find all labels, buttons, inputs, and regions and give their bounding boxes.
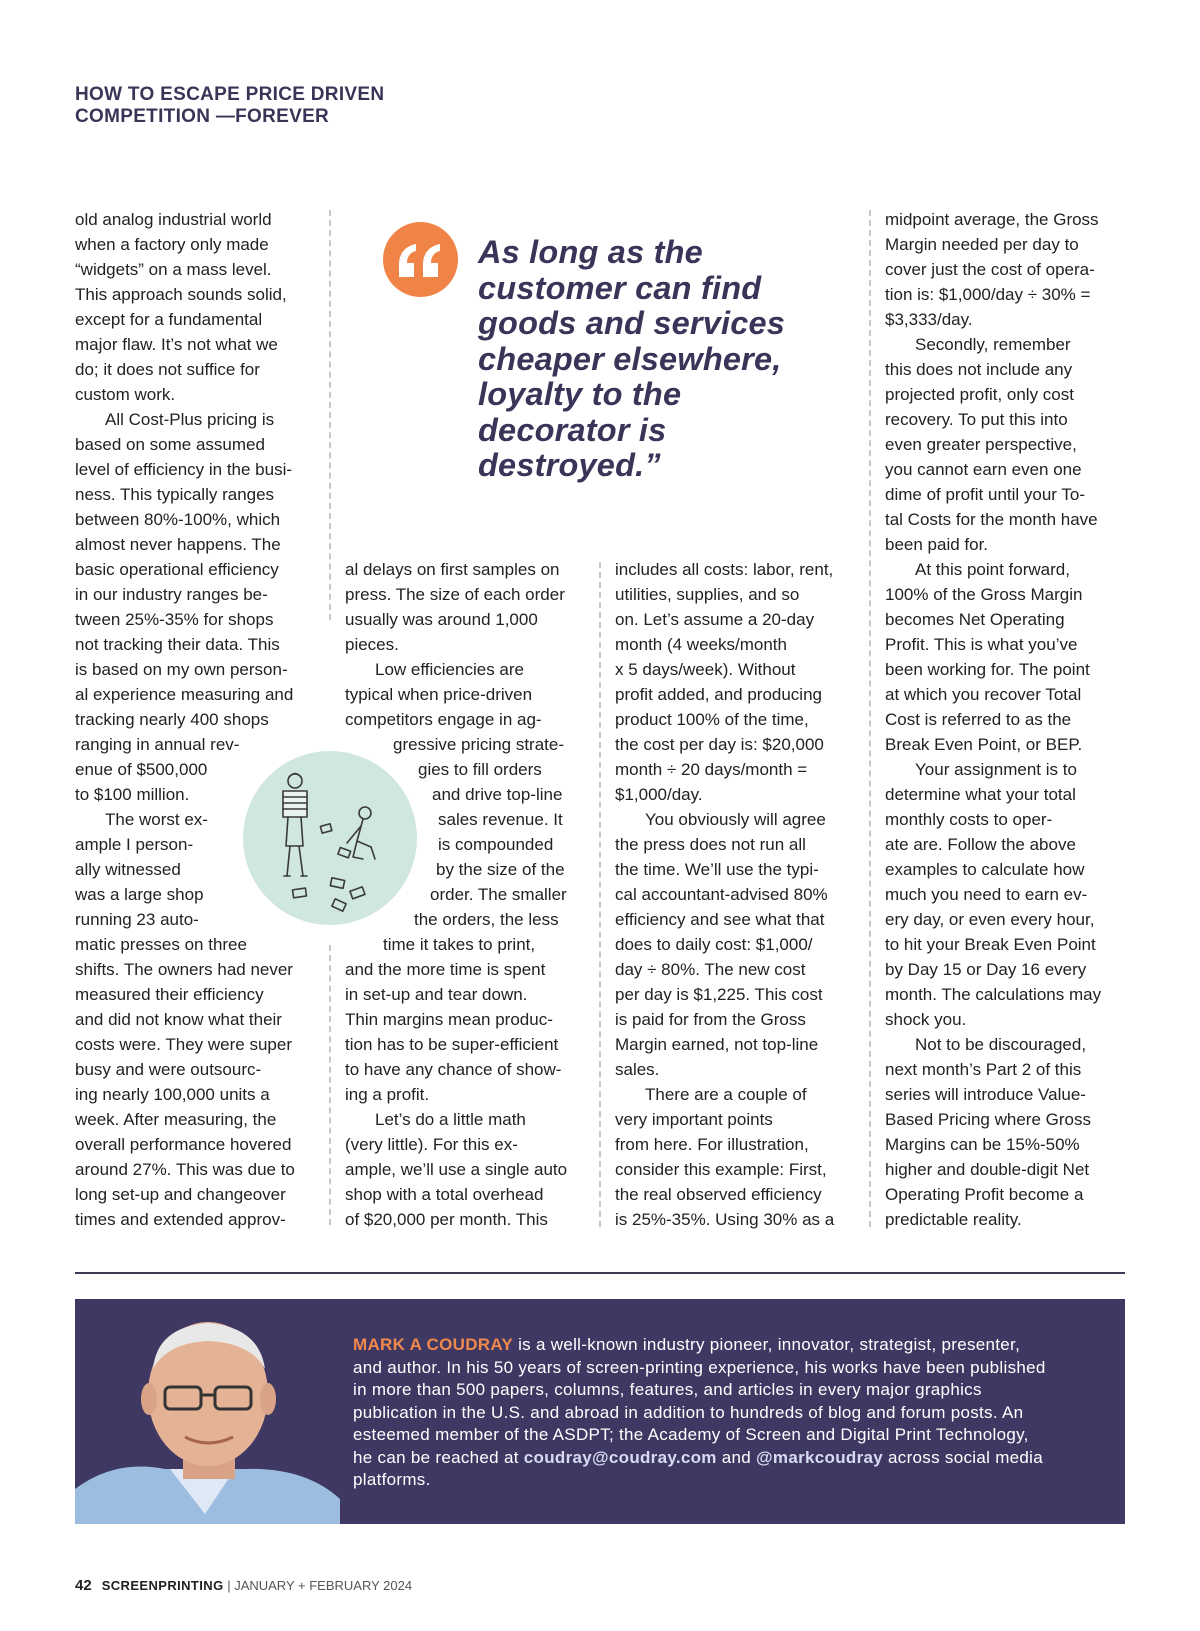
- text-line: ing a profit.: [345, 1085, 430, 1104]
- text-line: tion has to be super-efficient: [345, 1035, 559, 1054]
- text-line: includes all costs: labor, rent,: [615, 560, 834, 579]
- text-line: Margins can be 15%-50%: [885, 1135, 1080, 1154]
- text-line: been working for. The point: [885, 660, 1090, 679]
- article-header: [75, 84, 384, 128]
- text-line: measured their efficiency: [75, 985, 264, 1004]
- text-line: (very little). For this ex-: [345, 1135, 518, 1154]
- issue-date: JANUARY + FEBRUARY 2024: [234, 1578, 413, 1593]
- text-line: cover just the cost of opera-: [885, 260, 1095, 279]
- pull-quote-line: cheaper elsewhere,: [478, 340, 782, 377]
- text-line: 100% of the Gross Margin: [885, 585, 1083, 604]
- text-line: in our industry ranges be-: [75, 585, 268, 604]
- text-line: efficiency and see what that: [615, 910, 825, 929]
- text-line: predictable reality.: [885, 1210, 1022, 1229]
- text-line: becomes Net Operating: [885, 610, 1065, 629]
- text-line: old analog industrial world: [75, 210, 272, 229]
- bio-closing: across social media platforms.: [353, 1447, 1044, 1489]
- text-line: Profit. This is what you’ve: [885, 635, 1078, 654]
- text-line: you cannot earn even one: [885, 460, 1082, 479]
- author-bio-box: [75, 1299, 1125, 1524]
- text-line: enue of $500,000: [75, 760, 208, 779]
- text-line: determine what your total: [885, 785, 1076, 804]
- text-line: There are a couple of: [645, 1085, 807, 1104]
- text-line: at which you recover Total: [885, 685, 1082, 704]
- text-line: Low efficiencies are: [375, 660, 524, 679]
- text-line: from here. For illustration,: [615, 1135, 809, 1154]
- text-line: shifts. The owners had never: [75, 960, 293, 979]
- text-line: profit added, and producing: [615, 685, 822, 704]
- text-line: x 5 days/week). Without: [615, 660, 796, 679]
- text-line: between 80%-100%, which: [75, 510, 281, 529]
- text-line: gies to fill orders: [418, 760, 542, 779]
- text-line: Secondly, remember: [915, 335, 1071, 354]
- text-line: al experience measuring and: [75, 685, 294, 704]
- text-line: tion is: $1,000/day ÷ 30% =: [885, 285, 1091, 304]
- text-line: competitors engage in ag-: [345, 710, 542, 729]
- pull-quote-line: decorator is: [478, 411, 667, 448]
- text-line: when a factory only made: [75, 235, 269, 254]
- text-line: day ÷ 80%. The new cost: [615, 960, 806, 979]
- pull-quote-line: destroyed.”: [478, 447, 661, 483]
- text-line: month. The calculations may: [885, 985, 1102, 1004]
- text-line: of $20,000 per month. This: [345, 1210, 548, 1229]
- text-line: The worst ex-: [105, 810, 208, 829]
- text-line: product 100% of the time,: [615, 710, 809, 729]
- text-line: do; it does not suffice for: [75, 360, 260, 379]
- text-line: tween 25%-35% for shops: [75, 610, 274, 629]
- text-line: basic operational efficiency: [75, 560, 279, 579]
- text-line: and did not know what their: [75, 1010, 282, 1029]
- author-social-handle-link[interactable]: @markcoudray: [756, 1447, 883, 1467]
- text-line: major flaw. It’s not what we: [75, 335, 278, 354]
- text-line: to hit your Break Even Point: [885, 935, 1096, 954]
- text-line: At this point forward,: [915, 560, 1070, 579]
- text-line: sales.: [615, 1060, 660, 1079]
- text-line: matic presses on three: [75, 935, 247, 954]
- text-line: $3,333/day.: [885, 310, 973, 329]
- text-line: Thin margins mean produc-: [345, 1010, 553, 1029]
- text-line: monthly costs to oper-: [885, 810, 1053, 829]
- pull-quote: [478, 235, 785, 484]
- text-line: month (4 weeks/month: [615, 635, 787, 654]
- column-divider: [869, 210, 871, 1227]
- text-line: per day is $1,225. This cost: [615, 985, 823, 1004]
- text-line: ample, we’ll use a single auto: [345, 1160, 568, 1179]
- text-line: the orders, the less: [414, 910, 559, 929]
- text-line: tracking nearly 400 shops: [75, 710, 269, 729]
- text-line: almost never happens. The: [75, 535, 281, 554]
- magazine-name: SCREENPRINTING: [101, 1578, 224, 1593]
- text-line: ally witnessed: [75, 860, 181, 879]
- text-line: typical when price-driven: [345, 685, 533, 704]
- text-line: the time. We’ll use the typi-: [615, 860, 819, 879]
- text-line: level of efficiency in the busi-: [75, 460, 293, 479]
- author-email-link[interactable]: coudray@coudray.com: [523, 1447, 717, 1467]
- text-line: usually was around 1,000: [345, 610, 538, 629]
- pull-quote-line: goods and services: [478, 305, 786, 341]
- text-line: this does not include any: [885, 360, 1073, 379]
- text-line: press. The size of each order: [345, 585, 565, 604]
- text-line: not tracking their data. This: [75, 635, 280, 654]
- text-line: week. After measuring, the: [75, 1110, 277, 1129]
- text-line: month ÷ 20 days/month =: [615, 760, 808, 779]
- text-line: examples to calculate how: [885, 860, 1085, 879]
- text-line: midpoint average, the Gross: [885, 210, 1099, 229]
- text-line: order. The smaller: [430, 885, 567, 904]
- text-line: based on some assumed: [75, 435, 265, 454]
- text-line: $1,000/day.: [615, 785, 703, 804]
- text-line: is compounded: [438, 835, 554, 854]
- text-line: projected profit, only cost: [885, 385, 1074, 404]
- text-line: “widgets” on a mass level.: [75, 260, 272, 279]
- author-bio-text: [353, 1334, 1053, 1492]
- text-line: ate are. Follow the above: [885, 835, 1076, 854]
- text-line: utilities, supplies, and so: [615, 585, 800, 604]
- section-divider: [75, 1272, 1125, 1274]
- text-line: much you need to earn ev-: [885, 885, 1088, 904]
- text-line: All Cost-Plus pricing is: [105, 410, 275, 429]
- text-column-3: [615, 557, 834, 1232]
- text-line: and the more time is spent: [345, 960, 546, 979]
- text-line: Let’s do a little math: [375, 1110, 526, 1129]
- illustration-office-workers: [243, 751, 417, 925]
- text-line: Not to be discouraged,: [915, 1035, 1087, 1054]
- text-line: by Day 15 or Day 16 every: [885, 960, 1087, 979]
- pull-quote-line: As long as the: [478, 234, 703, 270]
- text-line: series will introduce Value-: [885, 1085, 1086, 1104]
- text-line: recovery. To put this into: [885, 410, 1068, 429]
- page-number: 42: [75, 1577, 92, 1594]
- header-line-1: HOW TO ESCAPE PRICE DRIVEN: [75, 84, 385, 105]
- text-line: the real observed efficiency: [615, 1185, 822, 1204]
- text-line: is based on my own person-: [75, 660, 288, 679]
- quote-mark-icon: [383, 222, 458, 297]
- text-line: shock you.: [885, 1010, 967, 1029]
- text-line: You obviously will agree: [645, 810, 826, 829]
- text-line: ample I person-: [75, 835, 194, 854]
- text-line: next month’s Part 2 of this: [885, 1060, 1082, 1079]
- text-line: Operating Profit become a: [885, 1185, 1084, 1204]
- text-line: Margin earned, not top-line: [615, 1035, 819, 1054]
- text-line: tal Costs for the month have: [885, 510, 1098, 529]
- text-line: costs were. They were super: [75, 1035, 292, 1054]
- text-line: cal accountant-advised 80%: [615, 885, 828, 904]
- author-photo: [75, 1299, 345, 1524]
- text-line: in set-up and tear down.: [345, 985, 528, 1004]
- text-line: even greater perspective,: [885, 435, 1077, 454]
- text-line: higher and double-digit Net: [885, 1160, 1090, 1179]
- text-line: Cost is referred to as the: [885, 710, 1072, 729]
- text-line: shop with a total overhead: [345, 1185, 544, 1204]
- page-footer: [75, 1577, 412, 1594]
- text-line: ranging in annual rev-: [75, 735, 240, 754]
- text-line: Your assignment is to: [915, 760, 1077, 779]
- text-column-4: [885, 207, 1101, 1232]
- text-line: times and extended approv-: [75, 1210, 286, 1229]
- text-line: does to daily cost: $1,000/: [615, 935, 813, 954]
- text-line: busy and were outsourc-: [75, 1060, 262, 1079]
- text-line: ery day, or even every hour,: [885, 910, 1095, 929]
- text-line: running 23 auto-: [75, 910, 199, 929]
- text-line: Based Pricing where Gross: [885, 1110, 1091, 1129]
- bio-body: is a well-known industry pioneer, innovator, strategist, presenter, and author. In his 50 years of screen-printing experience, his works have been published in more than 500 papers, columns, features, and articles in every major graphics publication in the U.S. and abroad in addition to hundreds of blog and forum posts. An esteemed member of the ASDPT; the Academy of Screen and Digital Print Technology, he can be reached at: [353, 1335, 1046, 1467]
- pull-quote-line: loyalty to the: [478, 376, 682, 412]
- text-line: custom work.: [75, 385, 176, 404]
- text-line: is 25%-35%. Using 30% as a: [615, 1210, 835, 1229]
- text-line: sales revenue. It: [438, 810, 563, 829]
- column-divider: [329, 945, 331, 1225]
- bio-and: and: [716, 1447, 757, 1467]
- text-line: long set-up and changeover: [75, 1185, 286, 1204]
- text-line: gressive pricing strate-: [393, 735, 565, 754]
- footer-separator: |: [223, 1578, 235, 1593]
- text-line: and drive top-line: [432, 785, 563, 804]
- text-line: ing nearly 100,000 units a: [75, 1085, 270, 1104]
- text-line: dime of profit until your To-: [885, 485, 1085, 504]
- text-column-1: [75, 207, 295, 1232]
- text-line: is paid for from the Gross: [615, 1010, 806, 1029]
- text-line: except for a fundamental: [75, 310, 263, 329]
- text-line: pieces.: [345, 635, 399, 654]
- text-line: time it takes to print,: [383, 935, 536, 954]
- text-line: on. Let’s assume a 20-day: [615, 610, 815, 629]
- author-name: MARK A COUDRAY: [353, 1335, 514, 1354]
- text-line: ness. This typically ranges: [75, 485, 275, 504]
- text-line: was a large shop: [75, 885, 204, 904]
- header-line-2: COMPETITION —FOREVER: [75, 106, 330, 127]
- text-line: very important points: [615, 1110, 773, 1129]
- text-line: been paid for.: [885, 535, 989, 554]
- text-line: the cost per day is: $20,000: [615, 735, 824, 754]
- text-line: by the size of the: [436, 860, 565, 879]
- column-divider: [329, 210, 331, 620]
- column-divider: [599, 562, 601, 1227]
- text-line: the press does not run all: [615, 835, 806, 854]
- text-line: Margin needed per day to: [885, 235, 1079, 254]
- text-line: around 27%. This was due to: [75, 1160, 295, 1179]
- text-line: to $100 million.: [75, 785, 190, 804]
- pull-quote-line: customer can find: [478, 269, 762, 306]
- text-line: al delays on first samples on: [345, 560, 560, 579]
- text-line: consider this example: First,: [615, 1160, 827, 1179]
- text-line: Break Even Point, or BEP.: [885, 735, 1083, 754]
- text-line: to have any chance of show-: [345, 1060, 562, 1079]
- text-line: overall performance hovered: [75, 1135, 292, 1154]
- text-line: This approach sounds solid,: [75, 285, 287, 304]
